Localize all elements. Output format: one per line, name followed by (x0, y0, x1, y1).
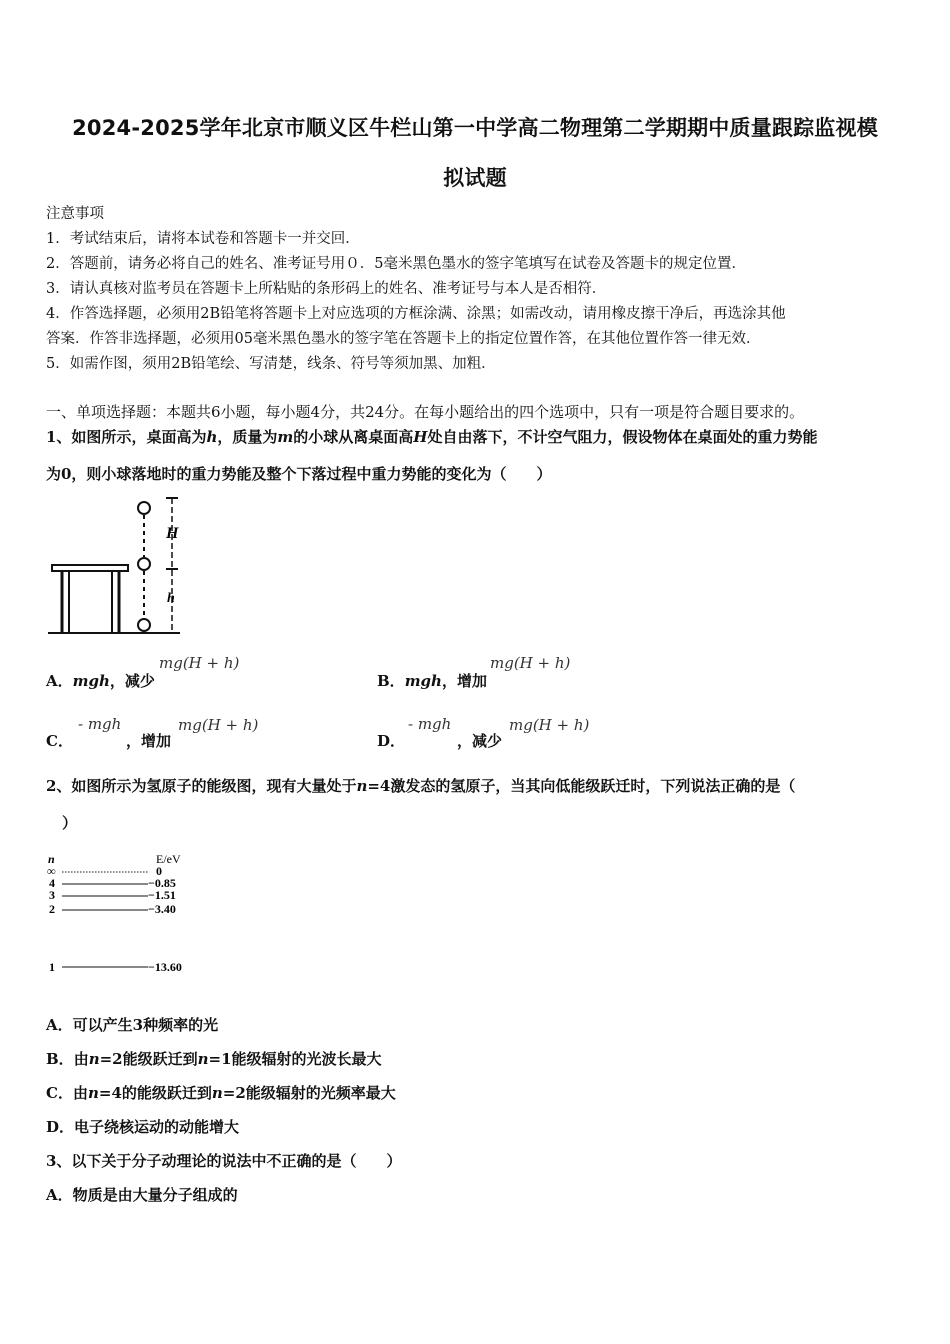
label-h: h (167, 591, 175, 606)
level-2-n: 2 (49, 902, 55, 916)
level-3-n: 3 (49, 888, 55, 902)
page-title-line1: 2024-2025学年北京市顺义区牛栏山第一中学高二物理第二学期期中质量跟踪监视模 (72, 116, 878, 140)
notes-heading: 注意事项 (46, 206, 104, 222)
q2-option-b-pre: 由 (73, 1050, 89, 1068)
level-inf-E: 0 (156, 864, 162, 878)
q3-option-a[interactable] (46, 1184, 238, 1205)
q2-text-a: 2、如图所示为氢原子的能级图，现有大量处于 (46, 777, 357, 795)
q2-option-a[interactable] (46, 1014, 218, 1035)
level-3-E: −1.51 (148, 888, 176, 902)
q2-text-b: =4激发态的氢原子，当其向低能级跃迁时，下列说法正确的是（ (367, 777, 796, 795)
q1-stem-line2: 为0，则小球落地时的重力势能及整个下落过程中重力势能的变化为（ ） (46, 465, 552, 483)
q1-option-a-text: ，减少 (109, 672, 155, 690)
label-H: H (166, 525, 179, 542)
q2-option-c-n1: n (87, 1084, 99, 1102)
level-1-n: 1 (49, 960, 55, 974)
note-item-1: 1．考试结束后，请将本试卷和答题卡一并交回． (46, 231, 360, 247)
q1-option-b-label: B． (377, 672, 405, 690)
q2-option-a-label: A． (46, 1016, 73, 1034)
note-item-4: 4．作答选择题，必须用2B铅笔将答题卡上对应选项的方框涂满、涂黑；如需改动，请用橡皮擦干净后，再选涂其他 (46, 306, 786, 322)
q1-var-H: H (413, 428, 428, 446)
note-item-2: 2．答题前，请务必将自己的姓名、准考证号用０．5毫米黑色墨水的签字笔填写在试卷及答题卡的规定位置． (46, 256, 746, 272)
q1-option-d-text (457, 730, 502, 751)
q1-text-c: 的小球从离桌面高 (293, 428, 414, 446)
ball-bottom (138, 619, 150, 631)
note-item-3: 3．请认真核对监考员在答题卡上所粘贴的条形码上的姓名、准考证号与本人是否相符． (46, 281, 607, 297)
q2-option-c-label: C． (46, 1084, 73, 1102)
level-4-E: −0.85 (148, 876, 176, 890)
ball-middle (138, 558, 150, 570)
q1-figure (44, 494, 194, 640)
q1-option-b-text: ，增加 (441, 672, 487, 690)
q1-text-a: 1、如图所示，桌面高为 (46, 428, 207, 446)
q1-option-c-math: mg(H + h) (178, 716, 259, 734)
q2-option-b-n1: n (88, 1050, 100, 1068)
q1-option-a-label: A． (46, 672, 73, 690)
q1-var-m: m (277, 428, 294, 446)
q1-option-d-expr: - mgh (408, 715, 452, 733)
q2-option-c-mid: =4的能级跃迁到 (98, 1084, 212, 1102)
ball-top (138, 502, 150, 514)
q2-option-c-post: =2能级辐射的光频率最大 (222, 1084, 396, 1102)
col-E-header: E/eV (156, 852, 181, 866)
q1-option-b-math: mg(H + h) (490, 654, 571, 672)
q2-option-a-text: 可以产生3种频率的光 (72, 1016, 219, 1034)
note-item-5: 5．如需作图，须用2B铅笔绘、写清楚，线条、符号等须加黑、加粗． (46, 356, 496, 372)
page-title-line2: 拟试题 (443, 166, 507, 190)
col-n-header: n (48, 852, 55, 866)
q1-option-d-text-value: ，减少 (457, 732, 503, 750)
q2-energy-level-diagram (44, 848, 204, 978)
q2-option-b-mid: =2能级跃迁到 (99, 1050, 198, 1068)
q2-option-c-n2: n (211, 1084, 223, 1102)
q1-option-a[interactable] (46, 670, 155, 691)
q3-option-a-label: A． (46, 1186, 73, 1204)
q2-option-d-label: D． (46, 1118, 75, 1136)
q2-var-n: n (356, 777, 368, 795)
q1-stem-line1 (46, 426, 817, 447)
q1-var-h: h (206, 428, 218, 446)
q2-stem-line2: ） (62, 814, 78, 832)
section-heading: 一、单项选择题：本题共6小题，每小题4分，共24分。在每小题给出的四个选项中，只有一项是符合题目要求的。 (46, 403, 805, 421)
q3-stem: 3、以下关于分子动理论的说法中不正确的是（ ） (46, 1152, 402, 1170)
q1-option-c-text (126, 730, 171, 751)
q1-option-c[interactable] (46, 730, 73, 751)
q1-option-c-label: C． (46, 732, 73, 750)
q1-option-d-label: D． (377, 732, 406, 750)
q1-option-a-expr: mgh (72, 672, 110, 690)
q2-option-c-pre: 由 (72, 1084, 88, 1102)
note-item-4-cont: 答案．作答非选择题，必须用05毫米黑色墨水的签字笔在答题卡上的指定位置作答，在其他位置作答一律无效． (46, 331, 761, 347)
q3-option-a-text: 物质是由大量分子组成的 (72, 1186, 238, 1204)
level-2-E: −3.40 (148, 902, 176, 916)
q1-option-c-expr: - mgh (78, 715, 122, 733)
q2-option-d-text: 电子绕核运动的动能增大 (74, 1118, 240, 1136)
q1-text-b: ，质量为 (217, 428, 278, 446)
q1-option-b-expr: mgh (404, 672, 442, 690)
q2-option-b-n2: n (197, 1050, 209, 1068)
q2-option-b-label: B． (46, 1050, 74, 1068)
q2-stem-line1 (46, 775, 795, 796)
q2-option-c[interactable] (46, 1082, 396, 1103)
level-4-n: 4 (49, 876, 55, 890)
q1-option-a-math: mg(H + h) (159, 654, 240, 672)
q2-option-b[interactable] (46, 1048, 382, 1069)
table-top (52, 565, 128, 571)
level-inf-n: ∞ (47, 864, 56, 878)
q2-option-b-post: =1能级辐射的光波长最大 (208, 1050, 382, 1068)
q1-text-d: 处自由落下，不计空气阻力，假设物体在桌面处的重力势能 (427, 428, 818, 446)
q1-option-b[interactable] (377, 670, 487, 691)
q1-option-c-text-value: ，增加 (126, 732, 172, 750)
level-1-E: −13.60 (148, 960, 182, 974)
q1-option-d-math: mg(H + h) (509, 716, 590, 734)
q2-option-d[interactable] (46, 1116, 239, 1137)
q1-option-d[interactable] (377, 730, 405, 751)
